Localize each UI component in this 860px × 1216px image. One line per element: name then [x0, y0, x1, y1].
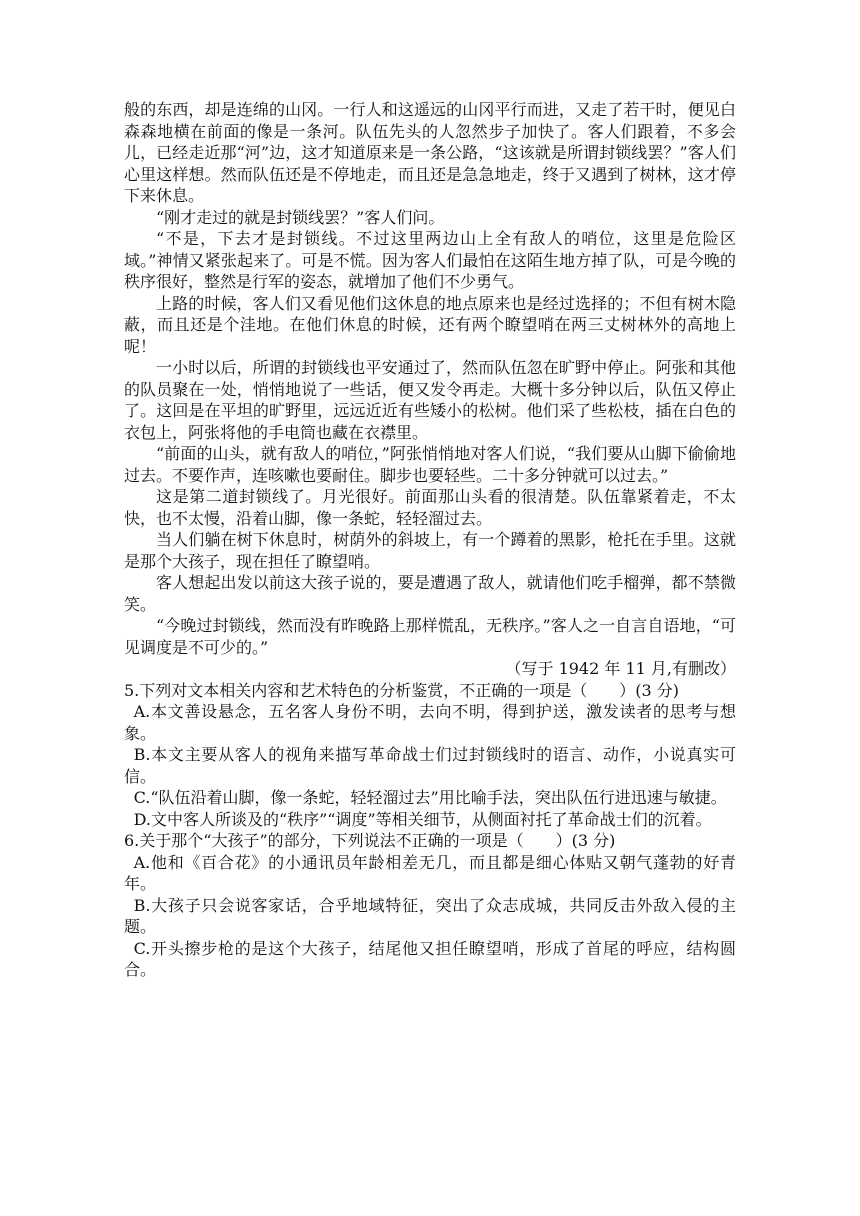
option-b: B.大孩子只会说客家话，合乎地域特征，突出了众志成城，共同反击外敌入侵的主题。: [124, 895, 736, 936]
story-paragraph-1: 般的东西，却是连绵的山冈。一行人和这遥远的山冈平行而进，又走了若干时，便见白森森地横在前面的像是一条河。队伍先头的人忽然步子加快了。客人们跟着，不多会儿，已经走近那“河”边，这才知道原来是一条公路，“这该就是所谓封锁线罢？”客人们心里这样想。然而队伍还是不停地走，而且还是急急地走，终于又遇到了树林，这才停下来休息。: [124, 100, 736, 205]
story-paragraph-4: 上路的时候，客人们又看见他们这休息的地点原来也是经过选择的；不但有树木隐蔽，而且还是个洼地。在他们休息的时候，还有两个瞭望哨在两三丈树林外的高地上呢！: [124, 293, 736, 356]
story-paragraph-2: “刚才走过的就是封锁线罢？”客人们问。: [156, 207, 445, 227]
question-5: [124, 680, 736, 831]
option-b: B.本文主要从客人的视角来描写革命战士们过封锁线时的语言、动作，小说真实可信。: [124, 745, 736, 786]
option-c: C.开头擦步枪的是这个大孩子，结尾他又担任瞭望哨，形成了首尾的呼应，结构圆合。: [124, 938, 736, 979]
option-a: A.本文善设悬念，五名客人身份不明，去向不明，得到护送，激发读者的思考与想象。: [124, 702, 736, 743]
option-a: A.他和《百合花》的小通讯员年龄相差无几，而且都是细心体贴又朝气蓬勃的好青年。: [124, 852, 736, 893]
story-paragraph-10: “今晚过封锁线，然而没有昨晚路上那样慌乱，无秩序。”客人之一自言自语地，“可见调度是不可少的。”: [124, 616, 736, 657]
option-d: D.文中客人所谈及的“秩序”“调度”等相关细节，从侧面衬托了革命战士们的沉着。: [133, 809, 712, 829]
question-stem: 5.下列对文本相关内容和艺术特色的分析鉴赏，不正确的一项是（ ）(3 分): [124, 680, 680, 700]
story-paragraph-7: 这是第二道封锁线了。月光很好。前面那山头看的很清楚。队伍靠紧着走，不太快，也不太慢，沿着山脚，像一条蛇，轻轻溜过去。: [124, 487, 736, 528]
option-c: C.“队伍沿着山脚，像一条蛇，轻轻溜过去”用比喻手法，突出队伍行进迅速与敏捷。: [133, 788, 727, 807]
story-paragraph-6: “前面的山头，就有敌人的哨位，”阿张悄悄地对客人们说，“我们要从山脚下偷偷地过去。不要作声，连咳嗽也要耐住。脚步也要轻些。二十多分钟就可以过去。”: [124, 444, 736, 485]
source-note: （写于 1942 年 11 月,有删改）: [505, 659, 736, 678]
question-6: [124, 830, 736, 981]
question-stem: 6.关于那个“大孩子”的部分，下列说法不正确的一项是（ ）(3 分): [124, 831, 616, 850]
story-paragraph-9: 客人想起出发以前这大孩子说的，要是遭遇了敌人，就请他们吃手榴弹，都不禁微笑。: [124, 573, 736, 614]
story-paragraph-8: 当人们躺在树下休息时，树荫外的斜坡上，有一个蹲着的黑影，枪托在手里。这就是那个大孩子，现在担任了瞭望哨。: [124, 530, 736, 571]
story-paragraph-5: 一小时以后，所谓的封锁线也平安通过了，然而队伍忽在旷野中停止。阿张和其他的队员聚在一处，悄悄地说了一些话，便又发令再走。大概十多分钟以后，队伍又停止了。这回是在平坦的旷野里，远远近近有些矮小的松树。他们采了些松枝，插在白色的衣包上，阿张将他的手电筒也藏在衣襟里。: [124, 358, 736, 442]
story-text: [124, 99, 736, 680]
document-page: [124, 99, 736, 981]
story-paragraph-3: “不是，下去才是封锁线。不过这里两边山上全有敌人的哨位，这里是危险区域。”神情又紧张起来了。可是不慌。因为客人们最怕在这陌生地方掉了队，可是今晚的秩序很好，整然是行军的姿态，就增加了他们不少勇气。: [124, 229, 736, 291]
